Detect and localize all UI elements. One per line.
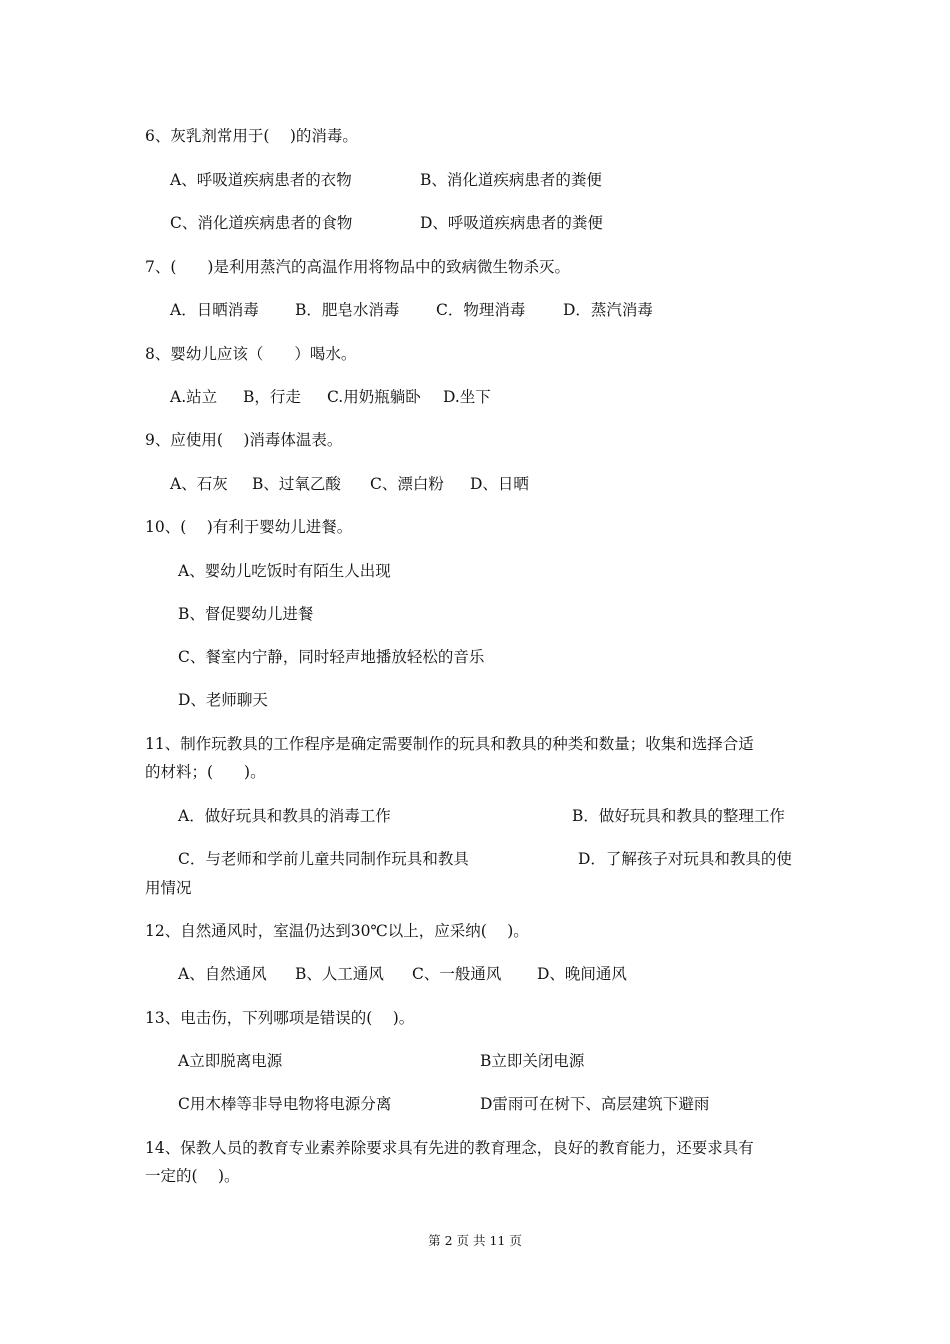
question-stem: 7、( )是利用蒸汽的高温作用将物品中的致病微生物杀灭。 — [145, 258, 570, 276]
option-d: D、日晒 — [470, 475, 529, 493]
option-a: A、呼吸道疾病患者的衣物 — [170, 171, 352, 189]
option-b: B立即关闭电源 — [480, 1052, 585, 1070]
option-c: C．与老师和学前儿童共同制作玩具和教具 — [178, 850, 469, 868]
option-c: C、消化道疾病患者的食物 — [170, 214, 353, 232]
question-stem-line: 11、制作玩教具的工作程序是确定需要制作的玩具和教具的种类和数量；收集和选择合适 — [145, 735, 754, 753]
question-stem: 6、灰乳剂常用于( )的消毒。 — [145, 127, 358, 145]
option-a: A立即脱离电源 — [178, 1052, 283, 1070]
question-stem-line: 的材料；( )。 — [145, 763, 266, 781]
option-d: D、老师聊天 — [178, 691, 268, 709]
question-stem: 13、电击伤，下列哪项是错误的( )。 — [145, 1009, 415, 1027]
option-a: A、自然通风 — [178, 965, 267, 983]
question-stem: 10、( )有利于婴幼儿进餐。 — [145, 518, 353, 536]
option-d: D、晚间通风 — [537, 965, 627, 983]
option-d: D．蒸汽消毒 — [563, 301, 653, 319]
question-stem-line: 14、保教人员的教育专业素养除要求具有先进的教育理念，良好的教育能力，还要求具有 — [145, 1139, 754, 1157]
option-a: A．日晒消毒 — [170, 301, 259, 319]
option-d-continued: 用情况 — [145, 879, 192, 897]
option-a: A、婴幼儿吃饭时有陌生人出现 — [178, 562, 391, 580]
option-b: B、消化道疾病患者的粪便 — [420, 171, 602, 189]
option-c: C、餐室内宁静，同时轻声地播放轻松的音乐 — [178, 648, 485, 666]
option-d: D、呼吸道疾病患者的粪便 — [420, 214, 603, 232]
question-stem: 9、应使用( )消毒体温表。 — [145, 431, 343, 449]
question-stem-line: 一定的( )。 — [145, 1167, 240, 1185]
option-c: C．物理消毒 — [436, 301, 526, 319]
option-a: A．做好玩具和教具的消毒工作 — [178, 807, 391, 825]
option-d: D．了解孩子对玩具和教具的使 — [578, 850, 792, 868]
option-a: A、石灰 — [170, 475, 228, 493]
option-c: C.用奶瓶躺卧 — [327, 388, 421, 406]
option-b: B、人工通风 — [295, 965, 384, 983]
option-c: C用木棒等非导电物将电源分离 — [178, 1095, 392, 1113]
option-b: B、过氧乙酸 — [252, 475, 341, 493]
option-b: B，行走 — [243, 388, 301, 406]
question-stem: 8、婴幼儿应该（ ）喝水。 — [145, 345, 357, 363]
option-d: D雷雨可在树下、高层建筑下避雨 — [480, 1095, 710, 1113]
question-stem: 12、自然通风时，室温仍达到30℃以上，应采纳( )。 — [145, 922, 529, 940]
option-a: A.站立 — [170, 388, 218, 406]
option-d: D.坐下 — [443, 388, 491, 406]
option-c: C、一般通风 — [412, 965, 502, 983]
option-b: B．做好玩具和教具的整理工作 — [572, 807, 785, 825]
page-footer: 第 2 页 共 11 页 — [428, 1233, 522, 1248]
option-b: B．肥皂水消毒 — [295, 301, 400, 319]
option-c: C、漂白粉 — [370, 475, 444, 493]
option-b: B、督促婴幼儿进餐 — [178, 605, 314, 623]
